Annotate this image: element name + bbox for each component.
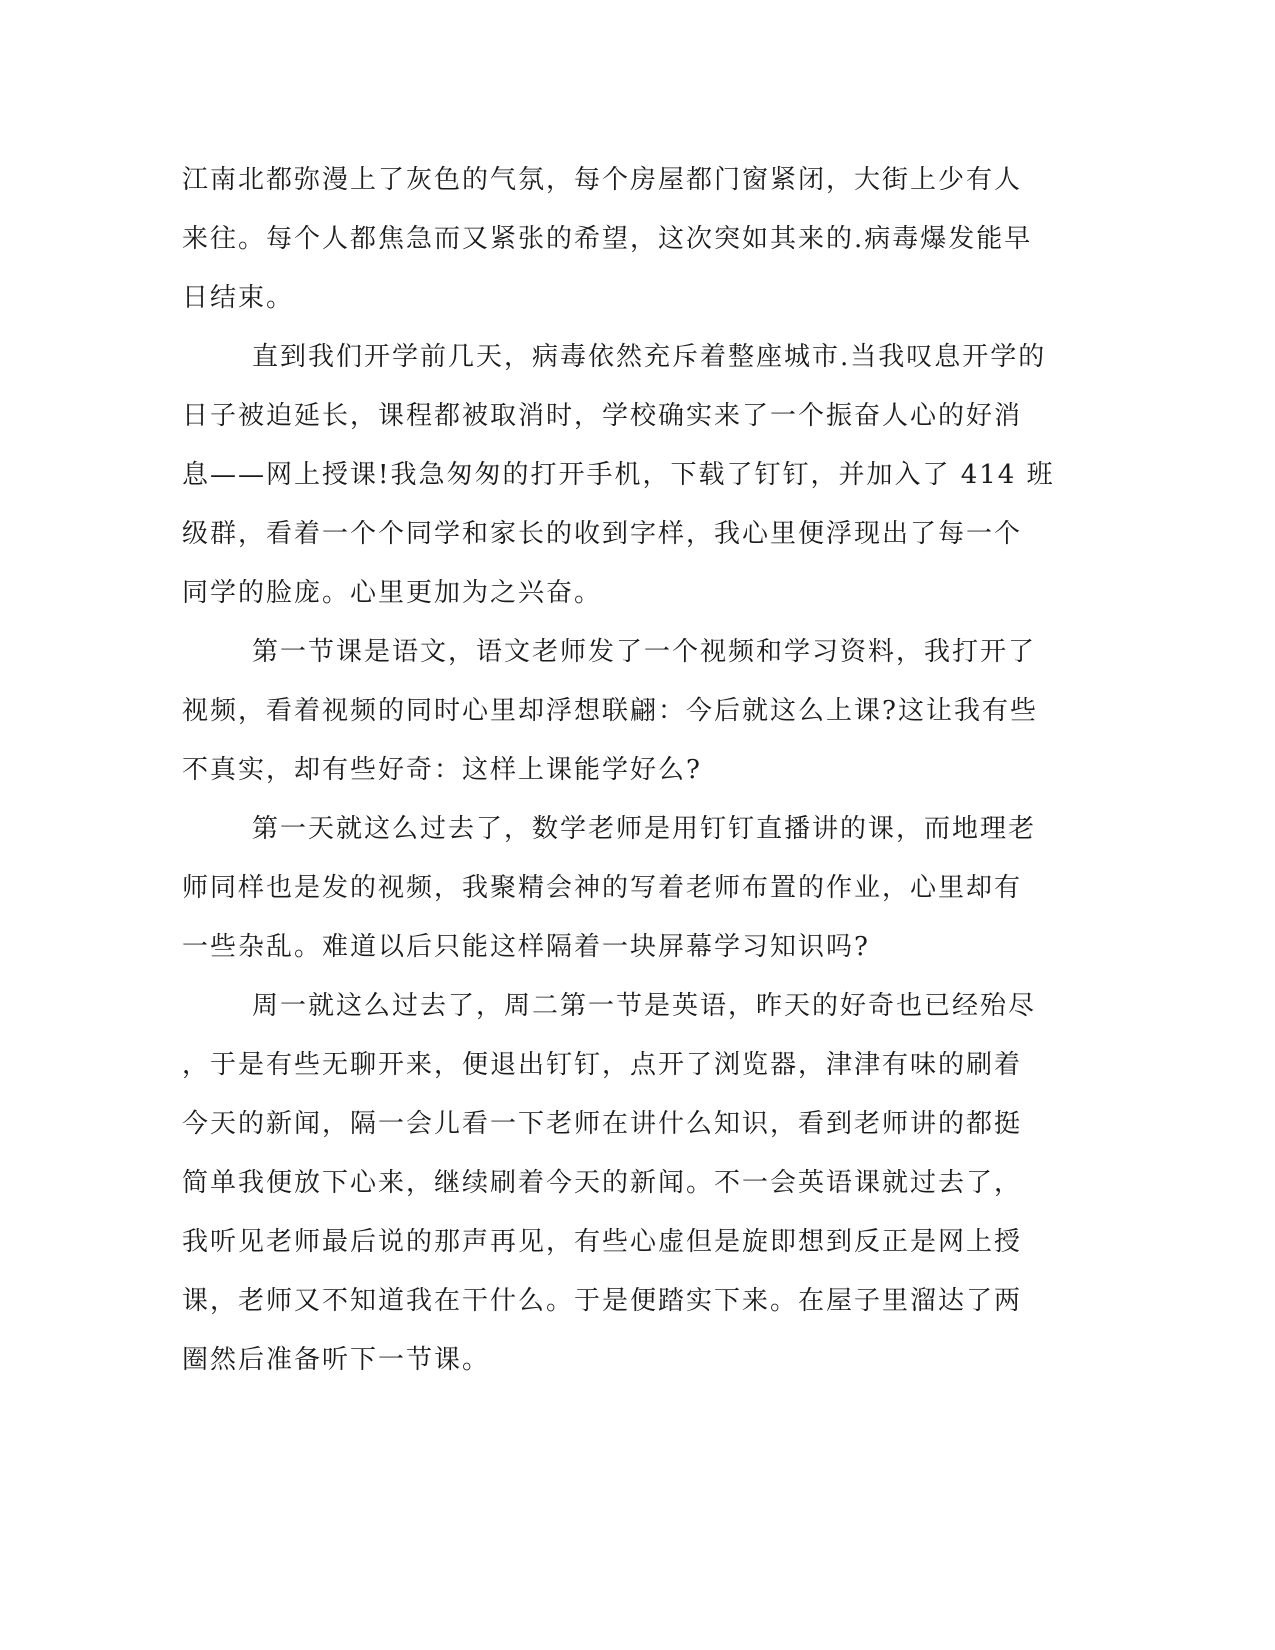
text-line: ，于是有些无聊开来，便退出钉钉，点开了浏览器，津津有味的刷着 — [182, 1050, 1023, 1080]
text-line: 圈然后准备听下一节课。 — [182, 1345, 491, 1375]
text-line: 同学的脸庞。心里更加为之兴奋。 — [182, 578, 603, 608]
text-line: 级群，看着一个个同学和家长的收到字样，我心里便浮现出了每一个 — [182, 519, 1023, 549]
paragraph-start-line: 第一节课是语文，语文老师发了一个视频和学习资料，我打开了 — [252, 637, 1037, 667]
text-line: 不真实，却有些好奇：这样上课能学好么? — [182, 755, 702, 785]
text-line: 江南北都弥漫上了灰色的气氛，每个房屋都门窗紧闭，大街上少有人 — [182, 165, 1023, 195]
text-line: 来往。每个人都焦急而又紧张的希望，这次突如其来的.病毒爆发能早 — [182, 224, 1033, 254]
text-line: 一些杂乱。难道以后只能这样隔着一块屏幕学习知识吗? — [182, 932, 870, 962]
paragraph-start-line: 第一天就这么过去了，数学老师是用钉钉直播讲的课，而地理老 — [252, 814, 1037, 844]
paragraph-start-line: 直到我们开学前几天，病毒依然充斥着整座城市.当我叹息开学的 — [252, 342, 1047, 372]
text-line: 视频，看着视频的同时心里却浮想联翩：今后就这么上课?这让我有些 — [182, 696, 1038, 726]
text-line: 我听见老师最后说的那声再见，有些心虚但是旋即想到反正是网上授 — [182, 1227, 1023, 1257]
text-line: 简单我便放下心来，继续刷着今天的新闻。不一会英语课就过去了， — [182, 1168, 1023, 1198]
text-line: 今天的新闻，隔一会儿看一下老师在讲什么知识，看到老师讲的都挺 — [182, 1109, 1023, 1139]
text-line: 课，老师又不知道我在干什么。于是便踏实下来。在屋子里溜达了两 — [182, 1286, 1023, 1316]
text-line: 师同样也是发的视频，我聚精会神的写着老师布置的作业，心里却有 — [182, 873, 1023, 903]
paragraph-start-line: 周一就这么过去了，周二第一节是英语，昨天的好奇也已经殆尽 — [252, 991, 1037, 1021]
text-line: 日子被迫延长，课程都被取消时，学校确实来了一个振奋人心的好消 — [182, 401, 1023, 431]
text-line: 日结束。 — [182, 283, 295, 313]
text-line: 息——网上授课!我急匆匆的打开手机，下载了钉钉，并加入了 414 班 — [182, 460, 1055, 490]
